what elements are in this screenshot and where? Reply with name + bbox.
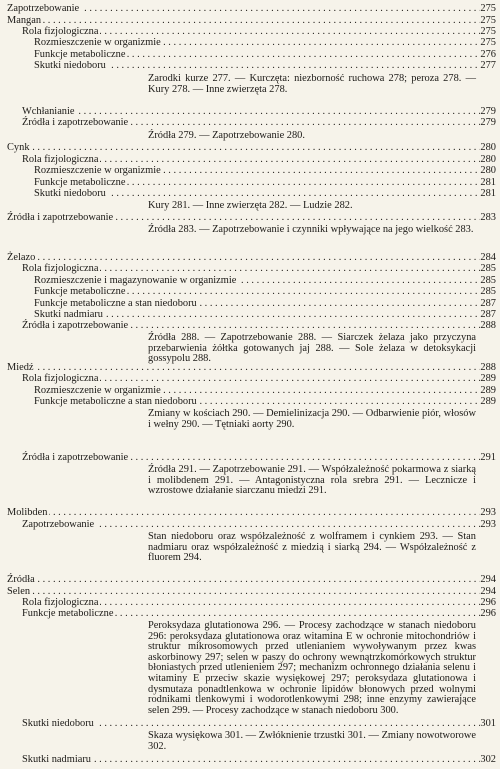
toc-page-number: 287 xyxy=(480,298,496,309)
toc-entry xyxy=(0,118,500,129)
toc-entry-label: Źródła xyxy=(7,574,35,585)
toc-page-number: 279 xyxy=(480,117,496,128)
toc-entry xyxy=(0,453,500,464)
toc-entry xyxy=(0,374,500,385)
toc-entry xyxy=(0,520,500,531)
toc-entry-label: Skutki niedoboru xyxy=(34,60,106,71)
toc-entry-label: Zapotrzebowanie xyxy=(22,519,95,530)
toc-entry-label: Funkcje metaboliczne xyxy=(34,177,126,188)
toc-page-number: 275 xyxy=(480,15,496,26)
toc-page-number: 275 xyxy=(480,3,496,14)
toc-entry xyxy=(0,189,500,200)
toc-page-number: 277 xyxy=(480,60,496,71)
toc-entry xyxy=(0,397,500,408)
toc-entry-label: Źródła i zapotrzebowanie xyxy=(7,212,114,223)
toc-entry xyxy=(0,321,500,332)
toc-entry xyxy=(0,508,500,519)
toc-entry-label: Mangan xyxy=(7,15,42,26)
toc-page-number: 279 xyxy=(480,106,496,117)
toc-entry xyxy=(0,38,500,49)
toc-entry xyxy=(0,166,500,177)
leader-dots xyxy=(27,4,480,15)
toc-entry-label: Funkcje metaboliczne xyxy=(22,608,114,619)
toc-entry xyxy=(0,609,500,620)
toc-subtopics-note: Kury 281. — Inne zwierzęta 282. — Ludzie 282. xyxy=(148,200,353,211)
leader-dots xyxy=(27,143,480,154)
toc-page-number: 281 xyxy=(480,177,496,188)
leader-dots xyxy=(27,575,480,586)
toc-subtopics-note: Skaza wysiękowa 301. — Zwłóknienie trzustki 301. — Zmiany nowotworowe 302. xyxy=(148,730,476,752)
toc-entry-label: Źródła i zapotrzebowanie xyxy=(22,117,129,128)
toc-entry xyxy=(0,61,500,72)
toc-entry xyxy=(0,719,500,730)
toc-subtopics-note: Peroksydaza glutationowa 296. — Procesy zachodzące w stanach niedoboru 296: peroksydaza glutationowa oraz witamina E w ochronie mitochondriów i struktur mikrosomowych przed utlenianiem wywoływanym przez kwas askorbinowy 297; selen w paszy do ochrony wewnątrzkomórkowych struktur błoniastych przed utlenieniem 297; mechanizm ochronnego działania selenu i witaminy E przeciw skazie wysiękowej 297; peroksydaza glutationowa i dysmutaza ponadtlenkowa w ochronie lipidów błonowych przed wolnymi rodnikami tlenkowymi i wodorotlenkowymi 298; inne enzymy zawierające selen 299. — Procesy zachodzące w stanach niedoboru 300. xyxy=(148,620,476,716)
toc-entry-label: Źródła i zapotrzebowanie xyxy=(22,452,129,463)
toc-page-number: 289 xyxy=(480,396,496,407)
leader-dots xyxy=(42,374,480,385)
toc-subtopics-note: Zmiany w kościach 290. — Demielinizacja 290. — Odbarwienie piór, włosów i wełny 290. — Tętniaki aorty 290. xyxy=(148,408,476,430)
toc-page-number: 280 xyxy=(480,165,496,176)
toc-subtopics-note: Zarodki kurze 277. — Kurczęta: niezborność ruchowa 278; peroza 278. — Kury 278. — Inne zwierzęta 278. xyxy=(148,73,476,95)
leader-dots xyxy=(42,264,480,275)
toc-page-number: 302 xyxy=(480,754,496,765)
toc-entry-label: Rola fizjologiczna xyxy=(22,263,99,274)
toc-entry-label: Rozmieszczenie w organizmie xyxy=(34,165,161,176)
toc-page-number: 293 xyxy=(480,507,496,518)
toc-entry-label: Rola fizjologiczna xyxy=(22,373,99,384)
toc-entry-label: Skutki niedoboru xyxy=(34,188,106,199)
leader-dots xyxy=(27,508,480,519)
toc-entry xyxy=(0,4,500,15)
toc-page-number: 280 xyxy=(480,154,496,165)
toc-entry xyxy=(0,755,500,766)
toc-page-number: 294 xyxy=(480,574,496,585)
toc-page-number: 288 xyxy=(480,362,496,373)
toc-entry-label: Wchłanianie xyxy=(22,106,75,117)
toc-entry xyxy=(0,575,500,586)
toc-entry-label: Selen xyxy=(7,586,31,597)
leader-dots xyxy=(42,719,480,730)
toc-page-number: 296 xyxy=(480,608,496,619)
toc-entry xyxy=(0,287,500,298)
toc-page-number: 285 xyxy=(480,275,496,286)
toc-entry-label: Molibden xyxy=(7,507,48,518)
toc-subtopics-note: Stan niedoboru oraz współzależność z wolframem i cynkiem 293. — Stan nadmiaru oraz współzależność z miedzią i siarką 294. — Współzależność z fluorem 294. xyxy=(148,531,476,564)
toc-entry-label: Rozmieszczenie i magazynowanie w organizmie xyxy=(34,275,237,286)
toc-subtopics-note: Źródła 291. — Zapotrzebowanie 291. — Współzależność pokarmowa z siarką i molibdenem 291. — Antagonistyczna rola srebra 291. — Lecznicze i wzrostowe działanie siarczanu miedzi 291. xyxy=(148,464,476,497)
toc-page-number: 276 xyxy=(480,49,496,60)
toc-page-number: 284 xyxy=(480,252,496,263)
toc-entry xyxy=(0,143,500,154)
toc-page-number: 285 xyxy=(480,263,496,274)
toc-entry-label: Skutki nadmiaru xyxy=(22,754,91,765)
toc-page-number: 275 xyxy=(480,37,496,48)
toc-subtopics-note: Źródła 279. — Zapotrzebowanie 280. xyxy=(148,130,305,141)
toc-entry-label: Skutki niedoboru xyxy=(22,718,94,729)
toc-page-number: 294 xyxy=(480,586,496,597)
toc-page-number: 283 xyxy=(480,212,496,223)
toc-page-number: 275 xyxy=(480,26,496,37)
toc-subtopics-note: Źródła 283. — Zapotrzebowanie i czynniki wpływające na jego wielkość 283. xyxy=(148,224,474,235)
toc-entry-label: Zapotrzebowanie xyxy=(7,3,80,14)
toc-entry-label: Rola fizjologiczna xyxy=(22,154,99,165)
leader-dots xyxy=(42,520,480,531)
toc-entry-label: Źródła i zapotrzebowanie xyxy=(22,320,129,331)
toc-page-number: 289 xyxy=(480,385,496,396)
toc-page-number: 293 xyxy=(480,519,496,530)
toc-page-number: 281 xyxy=(480,188,496,199)
toc-entry-label: Cynk xyxy=(7,142,30,153)
toc-page-number: 301 xyxy=(480,718,496,729)
toc-entry-label: Funkcje metaboliczne a stan niedoboru xyxy=(34,298,197,309)
toc-page-number: 291 xyxy=(480,452,496,463)
toc-entry-label: Miedź xyxy=(7,362,34,373)
toc-entry-label: Żelazo xyxy=(7,252,36,263)
toc-entry-label: Rozmieszczenie w organizmie xyxy=(34,385,161,396)
toc-entry-label: Funkcje metaboliczne xyxy=(34,286,126,297)
toc-entry-label: Skutki nadmiaru xyxy=(34,309,103,320)
toc-entry-label: Rola fizjologiczna xyxy=(22,597,99,608)
toc-page-number: 280 xyxy=(480,142,496,153)
toc-subtopics-note: Źródła 288. — Zapotrzebowanie 288. — Siarczek żelaza jako przyczyna przebarwienia żółtka gotowanych jaj 288. — Sole żelaza w detoksykacji gossypolu 288. xyxy=(148,332,476,365)
toc-page-number: 287 xyxy=(480,309,496,320)
toc-entry xyxy=(0,213,500,224)
toc-page-number: 285 xyxy=(480,286,496,297)
toc-page-number: 288 xyxy=(480,320,496,331)
toc-page-number: 296 xyxy=(480,597,496,608)
leader-dots xyxy=(42,755,480,766)
leader-dots xyxy=(54,61,480,72)
toc-entry-label: Rola fizjologiczna xyxy=(22,26,99,37)
leader-dots xyxy=(54,189,480,200)
toc-entry-label: Funkcje metaboliczne a stan niedoboru xyxy=(34,396,197,407)
toc-page-number: 289 xyxy=(480,373,496,384)
toc-entry xyxy=(0,264,500,275)
toc-entry-label: Rozmieszczenie w organizmie xyxy=(34,37,161,48)
toc-entry-label: Funkcje metaboliczne xyxy=(34,49,126,60)
